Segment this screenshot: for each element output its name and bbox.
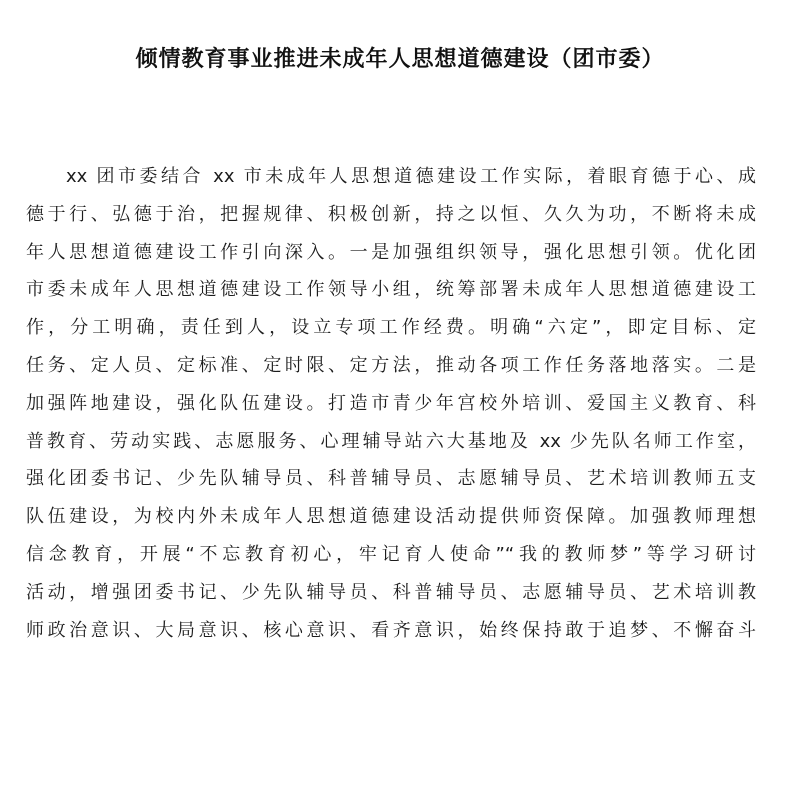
body-line: 市委未成年人思想道德建设工作领导小组，统筹部署未成年人思想道德建设工 xyxy=(26,279,756,301)
body-line: 加强阵地建设，强化队伍建设。打造市青少年宫校外培训、爱国主义教育、科 xyxy=(26,392,756,414)
body-line: 强化团委书记、少先队辅导员、科普辅导员、志愿辅导员、艺术培训教师五支 xyxy=(26,468,756,490)
body-line: 德于行、弘德于治，把握规律、积极创新，持之以恒、久久为功，不断将未成 xyxy=(26,203,756,225)
body-line: 任务、定人员、定标准、定时限、定方法，推动各项工作任务落地落实。二是 xyxy=(26,354,756,376)
document-body xyxy=(26,158,756,649)
body-line: 信念教育，开展“不忘教育初心，牢记育人使命”“我的教师梦”等学习研讨 xyxy=(26,543,756,565)
body-line: 师政治意识、大局意识、核心意识、看齐意识，始终保持敢于追梦、不懈奋斗 xyxy=(26,619,756,641)
body-line: 作，分工明确，责任到人，设立专项工作经费。明确“六定”，即定目标、定 xyxy=(26,317,756,339)
body-line: 年人思想道德建设工作引向深入。一是加强组织领导，强化思想引领。优化团 xyxy=(26,241,756,263)
body-line: 普教育、劳动实践、志愿服务、心理辅导站六大基地及 xx 少先队名师工作室， xyxy=(26,430,756,452)
body-line: 队伍建设，为校内外未成年人思想道德建设活动提供师资保障。加强教师理想 xyxy=(26,506,756,528)
body-line: xx 团市委结合 xx 市未成年人思想道德建设工作实际，着眼育德于心、成 xyxy=(66,166,756,187)
page-title: 倾情教育事业推进未成年人思想道德建设（团市委） xyxy=(135,47,665,72)
body-line: 活动，增强团委书记、少先队辅导员、科普辅导员、志愿辅导员、艺术培训教 xyxy=(26,581,756,603)
